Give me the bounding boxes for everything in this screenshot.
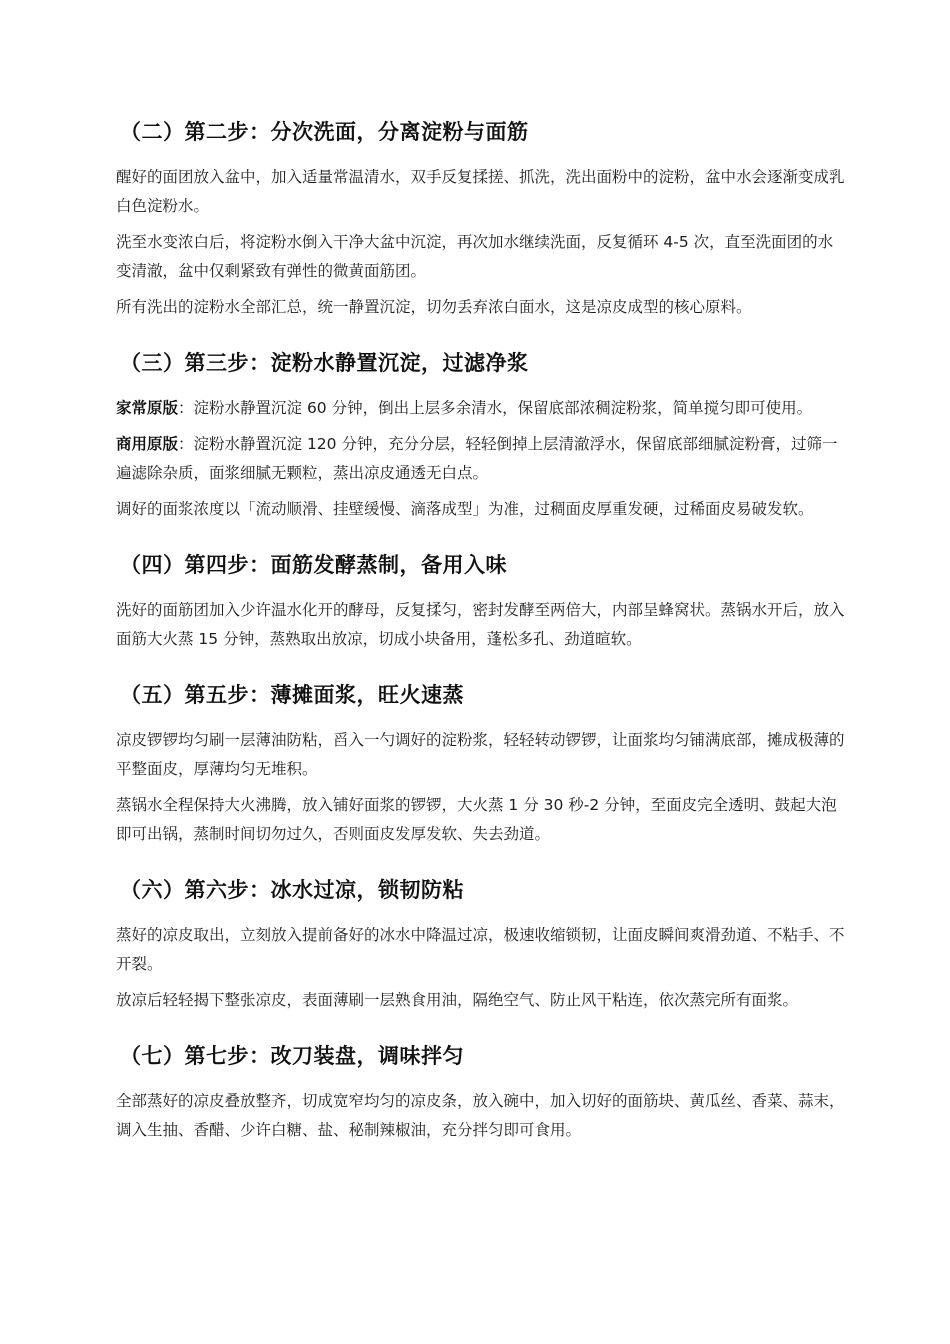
paragraph: 所有洗出的淀粉水全部汇总，统一静置沉淀，切勿丢弃浓白面水，这是凉皮成型的核心原料。 xyxy=(116,298,752,316)
section-step-2 xyxy=(116,112,846,322)
paragraph-text: ：淀粉水静置沉淀 120 分钟，充分分层，轻轻倒掉上层清澈浮水，保留底部细腻淀粉膏，过筛一遍滤除杂质，面浆细腻无颗粒，蒸出凉皮通透无白点。 xyxy=(116,435,838,482)
paragraph-commercial-version xyxy=(116,430,846,488)
paragraph-home-version xyxy=(116,394,846,423)
paragraph: 放凉后轻轻揭下整张凉皮，表面薄刷一层熟食用油，隔绝空气、防止风干粘连，依次蒸完所有面浆。 xyxy=(116,991,799,1009)
document-body xyxy=(116,112,846,1152)
paragraph-lead: 家常原版 xyxy=(116,399,179,417)
section-step-6 xyxy=(116,870,846,1015)
section-title: （四）第四步：面筋发酵蒸制，备用入味 xyxy=(120,553,507,577)
paragraph: 调好的面浆浓度以「流动顺滑、挂壁缓慢、滴落成型」为准，过稠面皮厚重发硬，过稀面皮易破发软。 xyxy=(116,500,814,518)
section-step-5 xyxy=(116,675,846,849)
paragraph: 蒸好的凉皮取出，立刻放入提前备好的冰水中降温过凉，极速收缩锁韧，让面皮瞬间爽滑劲道、不粘手、不开裂。 xyxy=(116,926,845,973)
section-title: （三）第三步：淀粉水静置沉淀，过滤净浆 xyxy=(120,351,529,375)
section-step-7 xyxy=(116,1036,846,1145)
section-title: （六）第六步：冰水过凉，锁韧防粘 xyxy=(120,878,464,902)
section-title: （五）第五步：薄摊面浆，旺火速蒸 xyxy=(120,683,464,707)
paragraph: 洗好的面筋团加入少许温水化开的酵母，反复揉匀，密封发酵至两倍大，内部呈蜂窝状。蒸锅水开后，放入面筋大火蒸 15 分钟，蒸熟取出放凉，切成小块备用，蓬松多孔、劲道暄软。 xyxy=(116,601,845,648)
paragraph: 全部蒸好的凉皮叠放整齐，切成宽窄均匀的凉皮条，放入碗中，加入切好的面筋块、黄瓜丝、香菜、蒜末，调入生抽、香醋、少许白糖、盐、秘制辣椒油，充分拌匀即可食用。 xyxy=(116,1092,845,1139)
section-title: （七）第七步：改刀装盘，调味拌匀 xyxy=(120,1044,464,1068)
section-title: （二）第二步：分次洗面，分离淀粉与面筋 xyxy=(120,120,529,144)
paragraph: 凉皮锣锣均匀刷一层薄油防粘，舀入一勺调好的淀粉浆，轻轻转动锣锣，让面浆均匀铺满底部，摊成极薄的平整面皮，厚薄均匀无堆积。 xyxy=(116,731,845,778)
paragraph: 洗至水变浓白后，将淀粉水倒入干净大盆中沉淀，再次加水继续洗面，反复循环 4-5 次，直至洗面团的水变清澈，盆中仅剩紧致有弹性的微黄面筋团。 xyxy=(116,233,834,280)
paragraph: 醒好的面团放入盆中，加入适量常温清水，双手反复揉搓、抓洗，洗出面粉中的淀粉，盆中水会逐渐变成乳白色淀粉水。 xyxy=(116,168,845,215)
paragraph-lead: 商用原版 xyxy=(116,435,179,453)
section-step-3 xyxy=(116,343,846,524)
paragraph: 蒸锅水全程保持大火沸腾，放入铺好面浆的锣锣，大火蒸 1 分 30 秒-2 分钟，至面皮完全透明、鼓起大泡即可出锅，蒸制时间切勿过久，否则面皮发厚发软、失去劲道。 xyxy=(116,796,837,843)
section-step-4 xyxy=(116,545,846,654)
paragraph-text: ：淀粉水静置沉淀 60 分钟，倒出上层多余清水，保留底部浓稠淀粉浆，简单搅匀即可使用。 xyxy=(178,399,813,417)
